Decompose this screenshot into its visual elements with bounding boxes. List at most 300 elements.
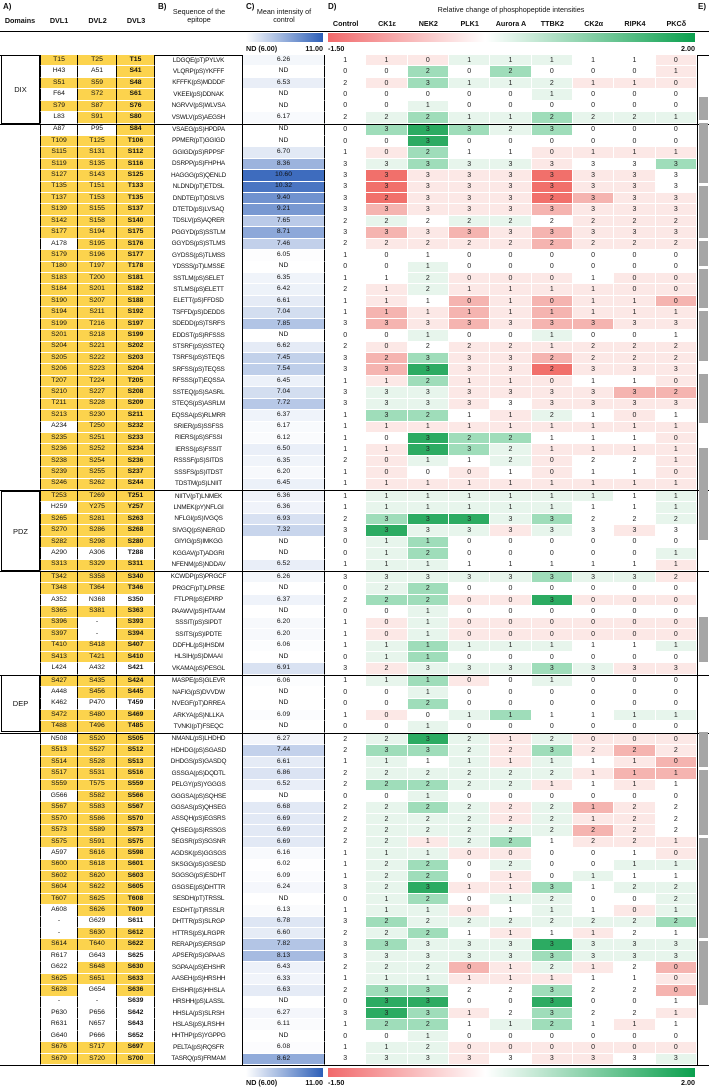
table-row [0,78,709,89]
kinase-value-cell: 1 [366,905,407,916]
table-row [0,791,709,802]
cluster-annotation-cell [697,1031,709,1042]
kinase-value-cell: 2 [408,112,449,123]
dvl2-site-cell: S720 [78,1054,117,1065]
sequence-cell: NFLGI(pS)IVGQS [155,514,243,525]
kinase-value-cell: 1 [366,894,407,905]
kinase-value-cell: 0 [614,652,655,663]
kinase-value-cell: 2 [449,917,490,928]
table-row [0,894,709,905]
kinase-value-cell: 2 [614,985,655,996]
kinase-value-cell: 0 [614,410,655,421]
kinase-value-cell: 2 [490,837,531,848]
kinase-value-cell: 3 [408,125,449,136]
kinase-column-header: CK2α [584,19,604,28]
kinase-value-cell: 0 [490,595,531,606]
kinase-value-cell: 1 [532,974,573,985]
dvl1-column-header: DVL1 [49,16,69,25]
kinase-value-cell: 1 [490,55,531,66]
sequence-cell: PELTA(pS)RQSFR [155,1042,243,1053]
kinase-value-cell: 1 [656,780,697,791]
domain-cell [0,974,40,985]
dvl2-site-cell: T640 [78,939,117,950]
kinase-value-cell: 2 [532,825,573,836]
dvl2-site-cell: S207 [78,296,117,307]
kinase-value-cell: 3 [449,193,490,204]
dvl1-site-cell: S51 [40,78,78,89]
sequence-cell: KGGAV(pT)ADGRI [155,548,243,559]
kinase-value-cell: 1 [573,410,614,421]
table-row [0,319,709,330]
kinase-value-cell: 0 [532,147,573,158]
cluster-bar [699,97,708,120]
kinase-value-cell: 0 [366,262,407,273]
kinase-value-cell: 1 [532,284,573,295]
kinase-value-cell: 3 [656,182,697,193]
dvl1-site-cell: N508 [40,734,78,745]
kinase-value-cell: 1 [325,629,366,640]
kinase-value-cell: 0 [449,136,490,147]
dvl3-site-cell: S41 [117,66,155,77]
sequence-cell: PELGY(pS)YGGGS [155,780,243,791]
kinase-value-cell: 3 [366,387,407,398]
domain-cell [0,595,40,606]
domain-cell [0,837,40,848]
kinase-value-cell: 2 [614,928,655,939]
kinase-value-cell: 0 [449,89,490,100]
kinase-value-cell: 0 [449,848,490,859]
mean-intensity-cell: 6.37 [243,595,325,606]
kinase-value-cell: 0 [614,1042,655,1053]
dvl2-site-cell: S626 [78,905,117,916]
kinase-column-header: PKCδ [666,19,687,28]
kinase-value-cell: 3 [532,399,573,410]
table-row [0,629,709,640]
kinase-value-cell: 3 [573,193,614,204]
domain-box-dix: DIX [1,55,40,124]
dvl3-site-cell: S633 [117,974,155,985]
kinase-value-cell: 1 [449,502,490,513]
kinase-value-cell: 0 [408,710,449,721]
mean-intensity-cell: 6.20 [243,618,325,629]
domain-cell [0,284,40,295]
dvl2-column-header: DVL2 [88,16,107,25]
dvl1-site-cell: S201 [40,330,78,341]
kinase-value-cell: 0 [325,721,366,732]
dvl3-site-cell: S268 [117,525,155,536]
kinase-value-cell: 0 [366,618,407,629]
kinase-value-cell: 0 [532,273,573,284]
kinase-value-cell: 1 [614,710,655,721]
table-row [0,848,709,859]
kinase-value-cell: 0 [366,101,407,112]
mean-intensity-cell: ND [243,330,325,341]
kinase-value-cell: 3 [325,387,366,398]
mean-intensity-cell: 6.13 [243,905,325,916]
dvl2-site-cell: S616 [78,848,117,859]
cluster-annotation-cell [697,433,709,444]
kinase-value-cell: 1 [408,687,449,698]
kinase-value-cell: 0 [573,997,614,1008]
dvl1-site-cell: S179 [40,250,78,261]
kinase-value-cell: 3 [490,514,531,525]
kinase-value-cell: 3 [614,399,655,410]
sequence-cell: NMANL(pS)LHDHD [155,734,243,745]
kinase-value-cell: 2 [490,768,531,779]
dvl3-site-cell: Y257 [117,502,155,513]
mean-intensity-cell: 6.26 [243,55,325,66]
kinase-value-cell: 2 [366,814,407,825]
dvl3-site-cell: T609 [117,905,155,916]
dvl3-site-cell: S697 [117,1042,155,1053]
kinase-value-cell: 1 [656,928,697,939]
kinase-value-cell: 3 [325,882,366,893]
table-row [0,444,709,455]
sequence-cell: HHSLA(pS)SLRSH [155,1008,243,1019]
sequence-cell: DDFHL(pS)IHSDM [155,641,243,652]
kinase-value-cell: 1 [449,410,490,421]
table-row [0,917,709,928]
kinase-value-cell: 2 [408,284,449,295]
domain-cell [0,216,40,227]
dvl3-site-cell: T133 [117,182,155,193]
mean-intensity-cell: 6.93 [243,514,325,525]
kinase-value-cell: 3 [449,572,490,583]
dvl1-site-cell: S365 [40,606,78,617]
mean-intensity-cell: 6.36 [243,502,325,513]
mean-intensity-cell: ND [243,89,325,100]
dvl1-site-cell: S625 [40,974,78,985]
domain-cell [0,227,40,238]
panel-b-label: B) [158,2,167,11]
domains-column-header: Domains [4,16,36,25]
mean-intensity-cell: 6.63 [243,985,325,996]
mean-intensity-cell: 7.82 [243,939,325,950]
mean-intensity-cell: 6.43 [243,962,325,973]
kinase-value-cell: 1 [532,55,573,66]
kinase-value-cell: 1 [532,928,573,939]
dvl2-site-cell: S195 [78,239,117,250]
dvl2-site-cell: S59 [78,78,117,89]
kinase-value-cell: 0 [532,618,573,629]
sequence-cell: AASEH(pS)HRSHH [155,974,243,985]
kinase-value-cell: 2 [408,1019,449,1030]
kinase-value-cell: 1 [366,537,407,548]
kinase-value-cell: 0 [408,55,449,66]
domain-cell [0,917,40,928]
kinase-value-cell: 2 [490,433,531,444]
kinase-value-cell: 0 [449,687,490,698]
kinase-value-cell: 1 [656,1019,697,1030]
kinase-value-cell: 0 [656,296,697,307]
mean-intensity-cell: ND [243,125,325,136]
kinase-value-cell: 0 [573,1031,614,1042]
kinase-value-cell: 2 [449,814,490,825]
kinase-value-cell: 0 [449,548,490,559]
kinase-value-cell: 2 [408,780,449,791]
kinase-value-cell: 1 [408,456,449,467]
kinase-value-cell: 3 [490,1054,531,1065]
kinase-value-cell: 0 [325,101,366,112]
kinase-value-cell: 1 [366,296,407,307]
kinase-column-header: Control [332,19,359,28]
table-row [0,502,709,513]
kinase-value-cell: 2 [490,1008,531,1019]
kinase-value-cell: 1 [573,710,614,721]
table-row [0,456,709,467]
domain-cell [0,825,40,836]
kinase-value-cell: 0 [449,652,490,663]
kinase-value-cell: 0 [366,606,407,617]
kinase-value-cell: 1 [366,376,407,387]
kinase-value-cell: 2 [656,745,697,756]
kinase-value-cell: 3 [614,663,655,674]
kinase-value-cell: 1 [532,641,573,652]
kinase-value-cell: 2 [366,860,407,871]
change-scale-max-top: 2.00 [681,44,695,53]
sequence-cell: HDHDG(pS)SGASD [155,745,243,756]
kinase-value-cell: 3 [366,985,407,996]
kinase-value-cell: 1 [490,78,531,89]
sequence-cell: GSGSE(pS)DHTTR [155,882,243,893]
dvl3-site-cell: S311 [117,560,155,571]
kinase-value-cell: 3 [408,159,449,170]
kinase-value-cell: 2 [656,882,697,893]
mean-intensity-cell: ND [243,687,325,698]
dvl3-site-cell: S137 [117,204,155,215]
kinase-value-cell: 2 [408,216,449,227]
kinase-value-cell: 0 [614,997,655,1008]
kinase-value-cell: 3 [449,364,490,375]
sequence-cell: IERSS(pS)FSSIT [155,444,243,455]
kinase-value-cell: 1 [614,479,655,490]
kinase-value-cell: 2 [449,780,490,791]
domain-cell [0,962,40,973]
kinase-value-cell: 2 [325,825,366,836]
kinase-value-cell: 2 [408,376,449,387]
kinase-value-cell: 0 [573,583,614,594]
sequence-cell: ELETT(pS)FFDSD [155,296,243,307]
kinase-value-cell: 0 [532,537,573,548]
dvl3-site-cell: S421 [117,663,155,674]
kinase-value-cell: 2 [573,985,614,996]
kinase-value-cell: 1 [449,1008,490,1019]
domain-cell [0,159,40,170]
kinase-value-cell: 0 [656,284,697,295]
cluster-annotation-cell [697,663,709,674]
kinase-value-cell: 3 [656,525,697,536]
kinase-value-cell: 3 [449,387,490,398]
kinase-value-cell: 0 [325,89,366,100]
kinase-value-cell: 3 [490,170,531,181]
kinase-value-cell: 0 [449,66,490,77]
table-row [0,802,709,813]
kinase-value-cell: 0 [325,125,366,136]
kinase-value-cell: 0 [325,687,366,698]
dvl2-site-cell: S262 [78,479,117,490]
kinase-value-cell: 0 [573,89,614,100]
kinase-value-cell: 0 [573,791,614,802]
table-row [0,112,709,124]
cluster-annotation-cell [697,422,709,433]
sequence-cell: TSFFD(pS)DEDDS [155,307,243,318]
table-row [0,572,709,583]
kinase-value-cell: 2 [325,112,366,123]
kinase-value-cell: 3 [449,514,490,525]
dvl3-site-cell: S424 [117,676,155,687]
kinase-value-cell: 0 [573,676,614,687]
kinase-value-cell: 2 [449,768,490,779]
kinase-value-cell: 2 [573,239,614,250]
kinase-value-cell: 0 [490,262,531,273]
kinase-value-cell: 1 [573,502,614,513]
kinase-value-cell: 1 [449,1019,490,1030]
cluster-annotation-cell [697,687,709,698]
kinase-value-cell: 2 [408,962,449,973]
kinase-value-cell: 1 [490,422,531,433]
dvl3-site-cell: S76 [117,101,155,112]
dvl2-site-cell: S251 [78,433,117,444]
kinase-value-cell: 0 [325,537,366,548]
kinase-value-cell: 1 [656,905,697,916]
dvl2-site-cell: S223 [78,364,117,375]
kinase-value-cell: 1 [573,467,614,478]
mean-intensity-cell: 6.52 [243,780,325,791]
dvl2-site-cell: S648 [78,962,117,973]
mean-intensity-cell: 6.17 [243,112,325,123]
kinase-value-cell: 1 [490,467,531,478]
table-row [0,676,709,687]
kinase-value-cell: 0 [656,467,697,478]
mean-intensity-cell: ND [243,894,325,905]
kinase-value-cell: 1 [532,837,573,848]
kinase-value-cell: 1 [656,860,697,871]
kinase-value-cell: 0 [614,330,655,341]
kinase-value-cell: 3 [408,227,449,238]
table-row [0,652,709,663]
domain-cell [0,364,40,375]
kinase-value-cell: 0 [656,974,697,985]
kinase-value-cell: 0 [449,606,490,617]
kinase-value-cell: 1 [656,456,697,467]
mean-intensity-cell: 6.52 [243,560,325,571]
table-row [0,55,709,66]
cluster-bar [699,311,708,361]
dvl2-site-cell: S622 [78,882,117,893]
kinase-value-cell: 1 [532,710,573,721]
kinase-value-cell: 1 [614,444,655,455]
table-row [0,1031,709,1042]
dvl2-site-cell: P470 [78,699,117,710]
kinase-value-cell: 1 [325,641,366,652]
kinase-value-cell: 0 [656,985,697,996]
sequence-cell: NIITV(pT)LNMEK [155,491,243,502]
table-row [0,376,709,387]
dvl1-site-cell: S427 [40,676,78,687]
mean-intensity-cell: 6.27 [243,734,325,745]
sequence-cell: DHTTR(pS)SLRGP [155,917,243,928]
dvl2-site-cell: T200 [78,273,117,284]
sequence-cell: EDDST(pS)RFSSS [155,330,243,341]
kinase-value-cell: 1 [325,491,366,502]
dvl2-site-cell: S221 [78,342,117,353]
mean-intensity-cell: 6.60 [243,928,325,939]
kinase-value-cell: 0 [656,250,697,261]
dvl1-site-cell: T207 [40,376,78,387]
kinase-value-cell: 1 [366,560,407,571]
sequence-cell: VSAEG(pS)HPDPA [155,125,243,136]
dvl3-site-cell: T15 [117,55,155,66]
sequence-cell: KCWDP(pS)PRGCF [155,572,243,583]
kinase-value-cell: 3 [366,319,407,330]
sequence-cell: SSTEQ(pS)SASRL [155,387,243,398]
cluster-bar [699,838,708,938]
kinase-value-cell: 3 [490,319,531,330]
kinase-value-cell: 0 [490,721,531,732]
kinase-value-cell: 2 [408,917,449,928]
dvl1-site-cell: S282 [40,537,78,548]
kinase-value-cell: 0 [490,699,531,710]
kinase-value-cell: 2 [532,962,573,973]
kinase-value-cell: 0 [573,606,614,617]
kinase-value-cell: 3 [490,399,531,410]
dvl1-site-cell: S573 [40,825,78,836]
domain-cell [0,410,40,421]
sequence-cell: HSLAS(pS)LRSHH [155,1019,243,1030]
table-row [0,699,709,710]
domain-cell [0,239,40,250]
dvl1-site-cell: T410 [40,641,78,652]
dvl2-site-cell: N657 [78,1019,117,1030]
kinase-value-cell: 0 [656,55,697,66]
domain-cell [0,136,40,147]
kinase-value-cell: 2 [614,882,655,893]
kinase-value-cell: 1 [366,1042,407,1053]
mean-intensity-cell: 6.69 [243,837,325,848]
domain-cell [0,479,40,490]
table-row [0,537,709,548]
kinase-value-cell: 1 [614,147,655,158]
domain-cell [0,193,40,204]
kinase-value-cell: 0 [490,273,531,284]
dvl3-site-cell: S188 [117,296,155,307]
domain-cell [0,641,40,652]
kinase-value-cell: 3 [408,204,449,215]
kinase-value-cell: 2 [490,814,531,825]
kinase-value-cell: 2 [490,825,531,836]
dvl1-site-cell: S205 [40,353,78,364]
table-row [0,330,709,341]
table-row [0,974,709,985]
table-row [0,641,709,652]
dvl2-site-cell: T421 [78,652,117,663]
domain-cell [0,652,40,663]
kinase-value-cell: 1 [325,860,366,871]
table-rows [0,55,709,1065]
kinase-value-cell: 1 [532,444,573,455]
mean-intensity-cell: ND [243,548,325,559]
kinase-value-cell: 0 [449,905,490,916]
kinase-value-cell: 1 [656,444,697,455]
dvl2-site-cell: S211 [78,307,117,318]
mean-intensity-cell: ND [243,721,325,732]
sequence-cell: DSRPP(pS)FHPHA [155,159,243,170]
mean-intensity-cell: ND [243,66,325,77]
kinase-value-cell: 1 [408,721,449,732]
dvl3-site-cell: S125 [117,170,155,181]
kinase-value-cell: 0 [532,296,573,307]
kinase-value-cell: 2 [532,216,573,227]
